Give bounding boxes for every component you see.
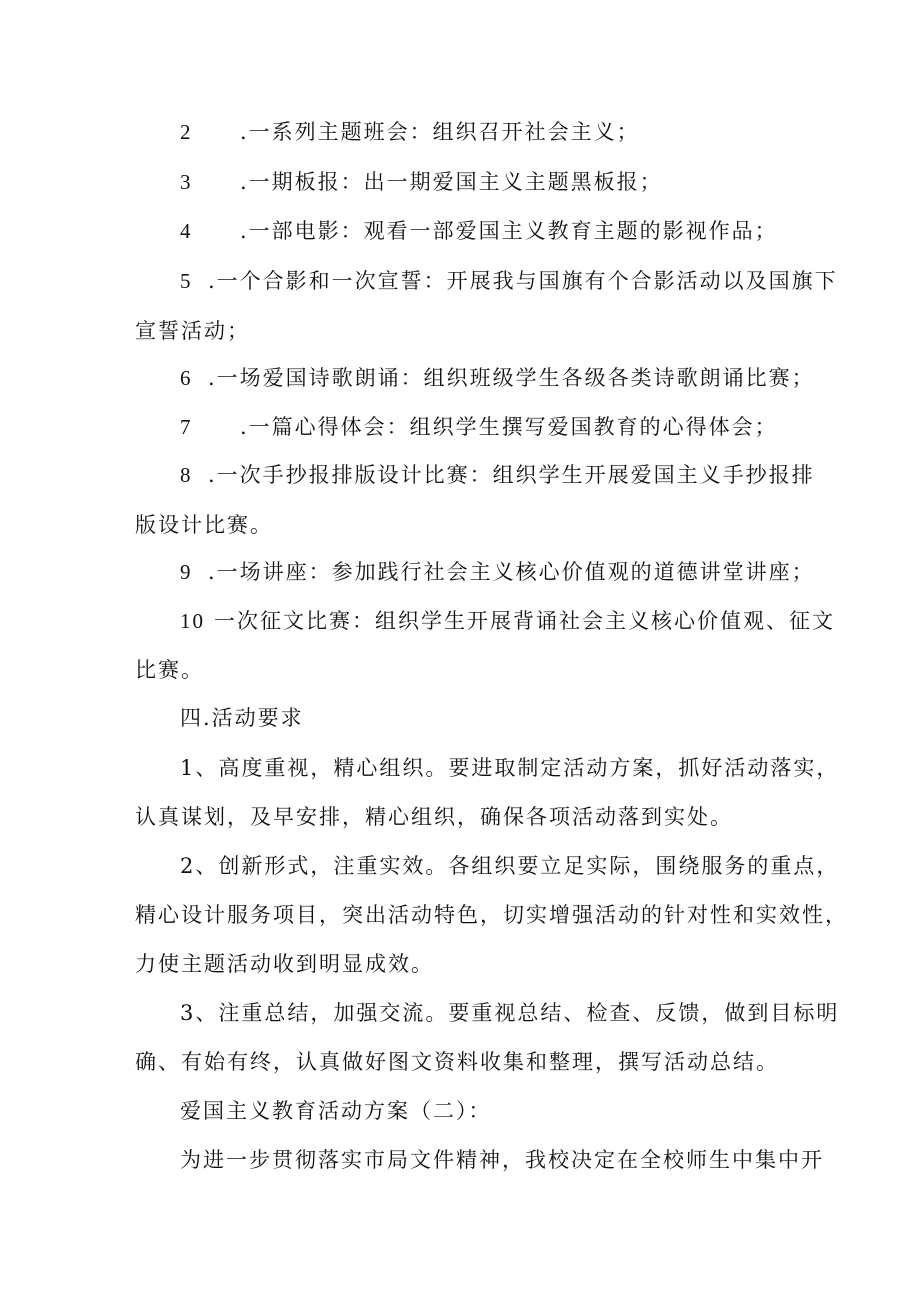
item-text: .一场讲座：参加践行社会主义核心价值观的道德讲堂讲座； [208, 560, 815, 584]
item-text: .一部电影：观看一部爱国主义教育主题的影视作品； [240, 219, 778, 243]
requirement-paragraph: 1、高度重视，精心组织。要进取制定活动方案，抓好活动落实， [180, 756, 840, 780]
requirement-paragraph-line: 力使主题活动收到明显成效。 [135, 952, 434, 976]
item-number: 6 [180, 366, 193, 390]
item-text: .一场爱国诗歌朗诵：组织班级学生各级各类诗歌朗诵比赛； [208, 366, 815, 390]
list-item [180, 412, 840, 442]
item-number: 3 [180, 170, 193, 194]
requirement-paragraph: 3、注重总结，加强交流。要重视总结、检查、反馈，做到目标明 [180, 1001, 840, 1025]
item-number: 7 [180, 415, 193, 439]
item-text: 一次征文比赛：组织学生开展背诵社会主义核心价值观、征文 [214, 609, 835, 633]
list-item [180, 266, 840, 296]
item-number: 4 [180, 219, 193, 243]
item-text-cont: 宣誓活动； [135, 319, 250, 343]
item-number: 10 [180, 609, 205, 633]
item-number: 2 [180, 120, 193, 144]
list-item [180, 216, 840, 246]
plan-two-title: 爱国主义教育活动方案（二）： [180, 1099, 492, 1123]
list-item [180, 363, 840, 393]
item-number: 9 [180, 560, 193, 584]
item-text: .一个合影和一次宣誓：开展我与国旗有个合影活动以及国旗下 [208, 269, 838, 293]
section-heading: 四.活动要求 [180, 706, 304, 730]
item-text: .一系列主题班会：组织召开社会主义； [240, 120, 640, 144]
item-text-cont: 比赛。 [135, 658, 204, 682]
list-item [180, 606, 840, 636]
list-item-continuation [135, 655, 795, 685]
requirement-paragraph-line: 认真谋划，及早安排，精心组织，确保各项活动落到实处。 [135, 805, 733, 829]
list-item [180, 117, 840, 147]
item-number: 5 [180, 269, 193, 293]
requirement-paragraph-line: 精心设计服务项目，突出活动特色，切实增强活动的针对性和实效性， [135, 903, 848, 927]
item-text: .一期板报：出一期爱国主义主题黑板报； [240, 170, 663, 194]
item-text: .一次手抄报排版设计比赛：组织学生开展爱国主义手抄报排 [208, 463, 815, 487]
item-text-cont: 版设计比赛。 [135, 513, 273, 537]
item-number: 8 [180, 463, 193, 487]
list-item [180, 557, 840, 587]
list-item-continuation [135, 316, 795, 346]
plan-two-intro: 为进一步贯彻落实市局文件精神，我校决定在全校师生中集中开 [180, 1148, 824, 1172]
list-item-continuation [135, 510, 795, 540]
requirement-paragraph: 2、创新形式，注重实效。各组织要立足实际，围绕服务的重点， [180, 854, 840, 878]
item-text: .一篇心得体会：组织学生撰写爱国教育的心得体会； [240, 415, 778, 439]
requirement-paragraph-line: 确、有始有终，认真做好图文资料收集和整理，撰写活动总结。 [135, 1050, 779, 1074]
list-item [180, 460, 840, 490]
list-item [180, 167, 840, 197]
